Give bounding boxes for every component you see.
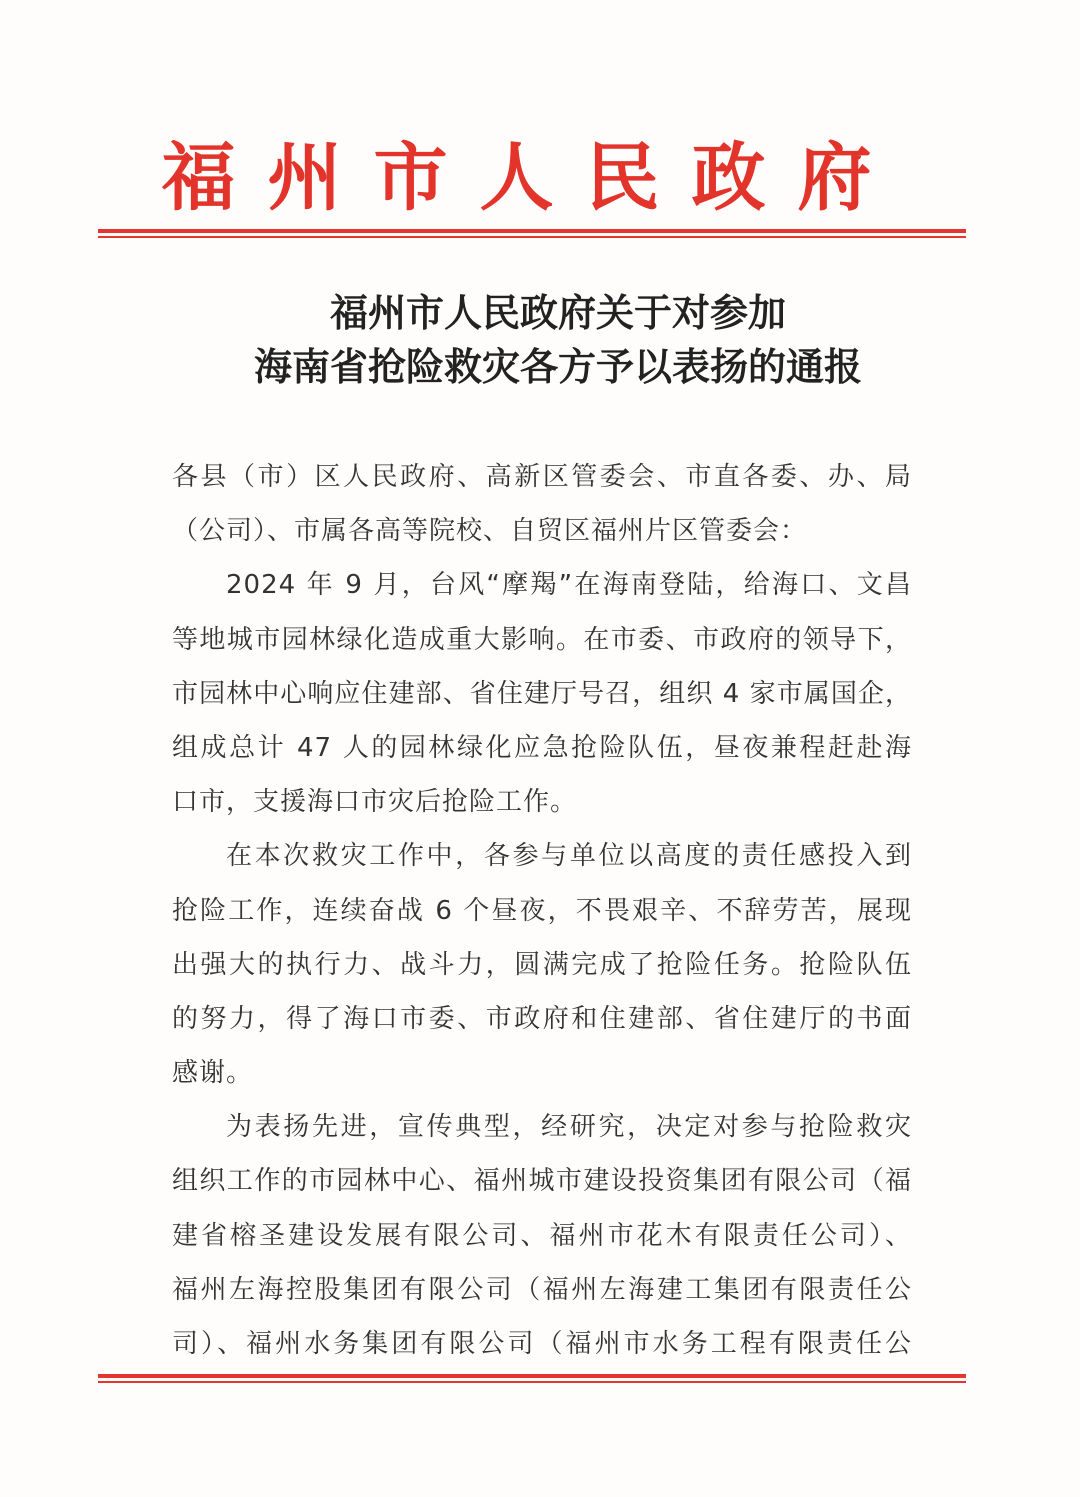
document-body bbox=[172, 450, 912, 1371]
document-title-line-2: 海南省抢险救灾各方予以表扬的通报 bbox=[253, 344, 862, 389]
issuer-masthead: 福州市人民政府 bbox=[161, 135, 904, 221]
body-line: 在本次救灾工作中，各参与单位以高度的责任感投入到 bbox=[226, 841, 912, 872]
body-line: 感谢。 bbox=[172, 1058, 254, 1089]
body-line: 组织工作的市园林中心、福州城市建设投资集团有限公司（福 bbox=[172, 1166, 912, 1197]
body-line: 建省榕圣建设发展有限公司、福州市花木有限责任公司）、 bbox=[172, 1220, 912, 1251]
body-line: 为表扬先进，宣传典型，经研究，决定对参与抢险救灾 bbox=[226, 1112, 912, 1143]
body-line: 2024 年 9 月，台风“摩羯”在海南登陆，给海口、文昌 bbox=[226, 570, 912, 601]
body-line: 市园林中心响应住建部、省住建厅号召，组织 4 家市属国企， bbox=[172, 678, 912, 709]
body-line: 抢险工作，连续奋战 6 个昼夜，不畏艰辛、不辞劳苦，展现 bbox=[172, 895, 912, 926]
footer-divider bbox=[98, 1374, 966, 1383]
body-line: 的努力，得了海口市委、市政府和住建部、省住建厅的书面 bbox=[172, 1003, 912, 1034]
masthead-divider bbox=[98, 229, 966, 238]
body-line: 出强大的执行力、战斗力，圆满完成了抢险任务。抢险队伍 bbox=[172, 949, 912, 980]
body-line: 各县（市）区人民政府、高新区管委会、市直各委、办、局 bbox=[172, 462, 912, 492]
body-line: （公司）、市属各高等院校、自贸区福州片区管委会： bbox=[172, 516, 808, 547]
body-line: 等地城市园林绿化造成重大影响。在市委、市政府的领导下， bbox=[172, 624, 912, 655]
body-line: 司）、福州水务集团有限公司（福州市水务工程有限责任公 bbox=[172, 1329, 912, 1359]
body-line: 福州左海控股集团有限公司（福州左海建工集团有限责任公 bbox=[172, 1274, 912, 1305]
document-title-line-1: 福州市人民政府关于对参加 bbox=[329, 290, 786, 335]
body-line: 口市，支援海口市灾后抢险工作。 bbox=[172, 787, 578, 818]
body-line: 组成总计 47 人的园林绿化应急抢险队伍，昼夜兼程赶赴海 bbox=[172, 732, 912, 763]
